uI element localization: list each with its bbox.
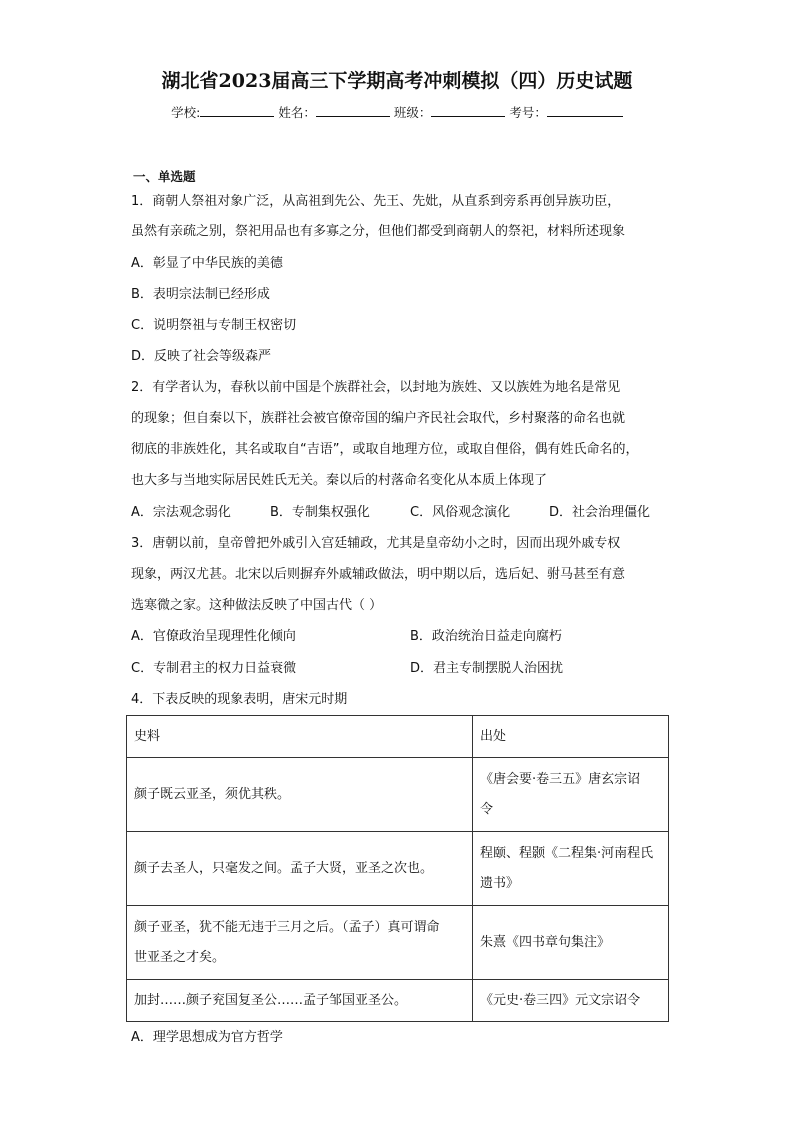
cell-line: 《唐会要·卷三五》唐玄宗诏 bbox=[480, 771, 641, 787]
question-text-line: 2．有学者认为，春秋以前中国是个族群社会，以封地为族姓、又以族姓为地名是常见 bbox=[131, 380, 621, 395]
option-a[interactable]: A．彰显了中华民族的美德 bbox=[131, 256, 283, 271]
cell-line: 遗书》 bbox=[480, 875, 520, 891]
section-heading: 一、单选题 bbox=[133, 169, 196, 184]
cell-line: 颜子去圣人，只毫发之间。孟子大贤，亚圣之次也。 bbox=[134, 860, 434, 876]
school-label: 学校: bbox=[171, 105, 201, 120]
question-text-line: 彻底的非族姓化，其名或取自“吉语”，或取自地理方位，或取自俚俗，偶有姓氏命名的， bbox=[131, 442, 639, 457]
table-cell-text bbox=[127, 906, 473, 980]
option-c[interactable]: C．专制君主的权力日益衰微 bbox=[131, 661, 297, 676]
table-row bbox=[127, 758, 669, 832]
table-row bbox=[127, 906, 669, 980]
option-c[interactable]: C．风俗观念演化 bbox=[410, 505, 511, 520]
question-text-line: 也大多与当地实际居民姓氏无关。秦以后的村落命名变化从本质上体现了 bbox=[131, 473, 548, 488]
question-text-line: 1．商朝人祭祖对象广泛，从高祖到先公、先王、先妣，从直系到旁系再创异族功臣， bbox=[131, 194, 621, 209]
option-d[interactable]: D．反映了社会等级森严 bbox=[131, 349, 272, 364]
table-row bbox=[127, 980, 669, 1022]
question-text-line: 3．唐朝以前，皇帝曾把外戚引入宫廷辅政，尤其是皇帝幼小之时，因而出现外戚专权 bbox=[131, 536, 621, 551]
source-table bbox=[126, 715, 669, 1022]
cell-line: 加封……颜子兖国复圣公……孟子邹国亚圣公。 bbox=[134, 992, 408, 1008]
name-blank[interactable] bbox=[316, 103, 390, 117]
table-cell-source bbox=[473, 906, 669, 980]
exam-no-label: 考号： bbox=[509, 105, 547, 120]
cell-line: 《元史·卷三四》元文宗诏令 bbox=[480, 992, 641, 1008]
student-info-line bbox=[0, 103, 794, 121]
question-text-line: 虽然有亲疏之别，祭祀用品也有多寡之分，但他们都受到商朝人的祭祀，材料所述现象 bbox=[131, 224, 626, 239]
option-c[interactable]: C．说明祭祖与专制王权密切 bbox=[131, 318, 297, 333]
option-a[interactable]: A．宗法观念弱化 bbox=[131, 505, 231, 520]
question-text-line: 的现象；但自秦以下，族群社会被官僚帝国的编户齐民社会取代，乡村聚落的命名也就 bbox=[131, 411, 626, 426]
table-cell-source bbox=[473, 758, 669, 832]
table-header-cell: 出处 bbox=[473, 716, 669, 758]
option-a[interactable]: A．理学思想成为官方哲学 bbox=[131, 1030, 283, 1045]
cell-line: 令 bbox=[480, 801, 494, 817]
table-cell-text bbox=[127, 832, 473, 906]
table-cell-source bbox=[473, 980, 669, 1022]
table-cell-source bbox=[473, 832, 669, 906]
page-title: 湖北省2023届高三下学期高考冲刺模拟（四）历史试题 bbox=[161, 70, 633, 92]
question-text-line: 选寒微之家。这种做法反映了中国古代（ ） bbox=[131, 598, 383, 613]
cell-line: 颜子既云亚圣，须优其秩。 bbox=[134, 786, 291, 802]
cell-line: 世亚圣之才矣。 bbox=[134, 949, 226, 965]
option-a[interactable]: A．官僚政治呈现理性化倾向 bbox=[131, 629, 296, 644]
cell-line: 程颐、程颢《二程集·河南程氏 bbox=[480, 845, 654, 861]
option-d[interactable]: D．君主专制摆脱人治困扰 bbox=[410, 661, 564, 676]
class-blank[interactable] bbox=[431, 103, 505, 117]
school-blank[interactable] bbox=[200, 103, 274, 117]
option-b[interactable]: B．政治统治日益走向腐朽 bbox=[410, 629, 562, 644]
cell-line: 朱熹《四书章句集注》 bbox=[480, 934, 611, 950]
question-text-line: 现象，两汉尤甚。北宋以后则摒弃外戚辅政做法，明中期以后，选后妃、驸马甚至有意 bbox=[131, 567, 626, 582]
table-header-cell: 史料 bbox=[127, 716, 473, 758]
table-cell-text bbox=[127, 758, 473, 832]
table-header-row bbox=[127, 716, 669, 758]
name-label: 姓名： bbox=[278, 105, 316, 120]
cell-line: 颜子亚圣，犹不能无违于三月之后。（孟子）真可谓命 bbox=[134, 919, 440, 935]
table-cell-text bbox=[127, 980, 473, 1022]
option-b[interactable]: B．专制集权强化 bbox=[270, 505, 370, 520]
exam-no-blank[interactable] bbox=[547, 103, 623, 117]
class-label: 班级： bbox=[393, 105, 432, 120]
option-b[interactable]: B．表明宗法制已经形成 bbox=[131, 287, 270, 302]
question-text-line: 4．下表反映的现象表明，唐宋元时期 bbox=[131, 692, 348, 707]
table-row bbox=[127, 832, 669, 906]
option-d[interactable]: D．社会治理僵化 bbox=[549, 505, 651, 520]
